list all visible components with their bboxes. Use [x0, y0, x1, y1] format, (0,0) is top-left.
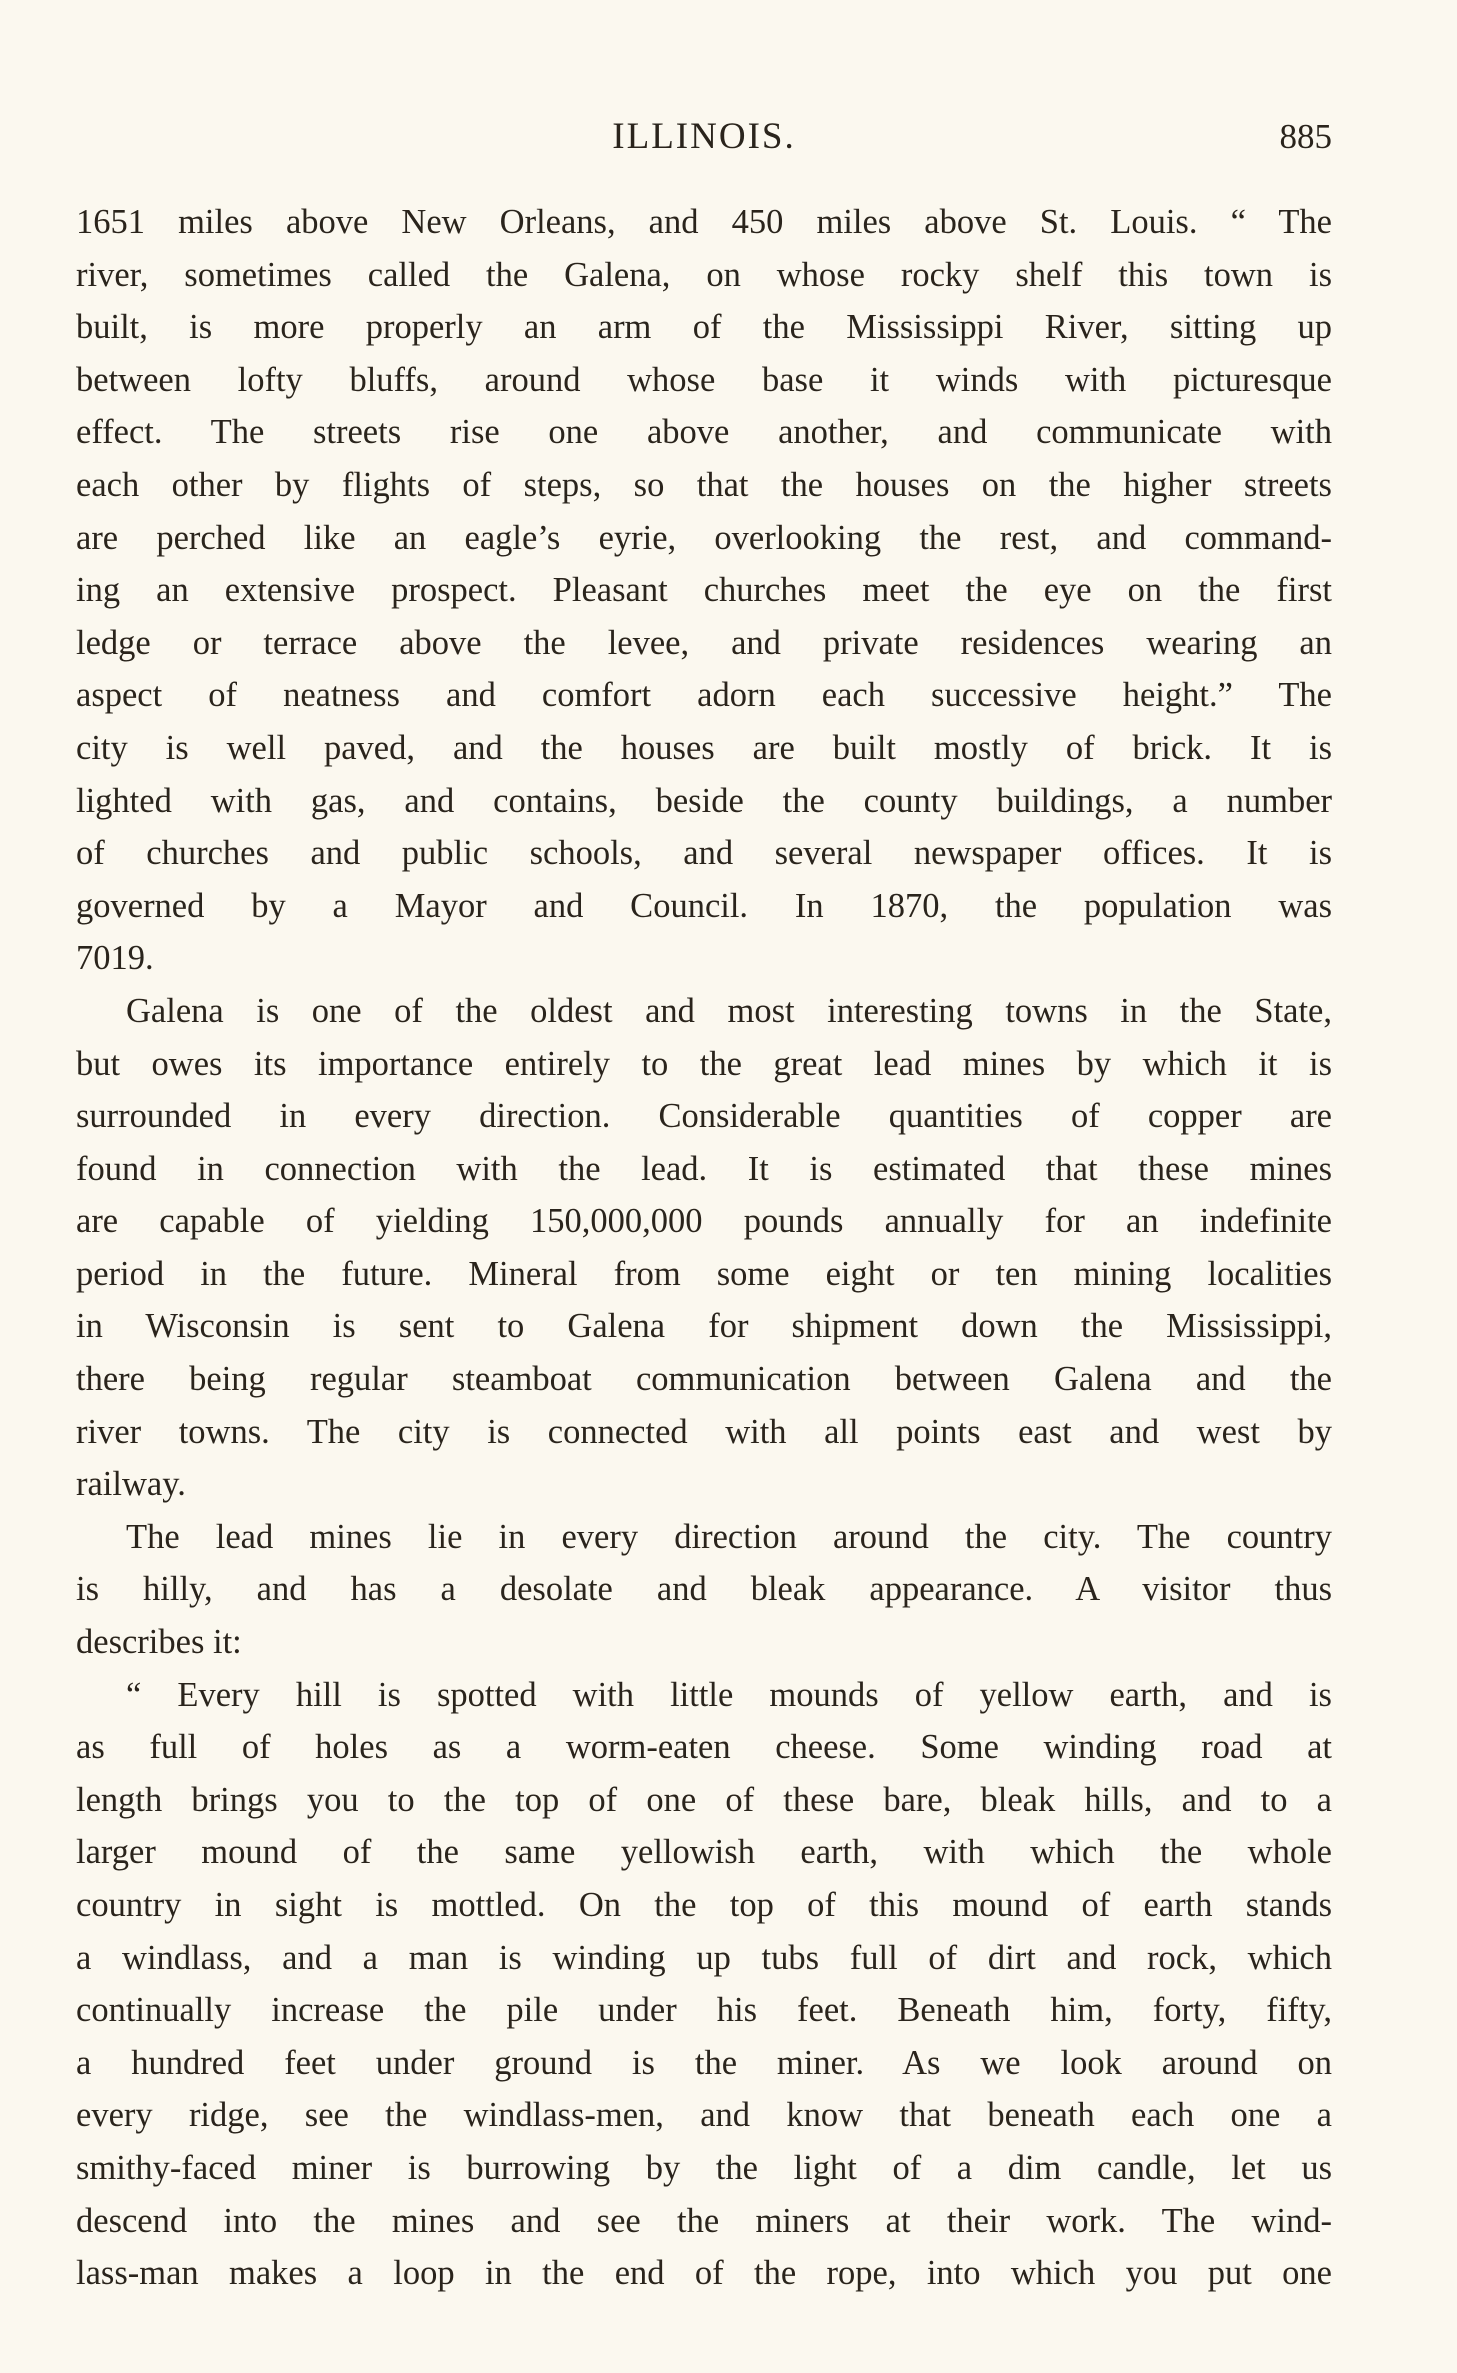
text-line: built, is more properly an arm of the Mississippi River, sitting up: [76, 308, 1332, 347]
text-line: between lofty bluffs, around whose base it winds with picturesque: [76, 360, 1332, 399]
text-line: are capable of yielding 150,000,000 pounds annually for an indefinite: [76, 1202, 1332, 1241]
text-line: period in the future. Mineral from some eight or ten mining localities: [76, 1254, 1332, 1293]
text-line: every ridge, see the windlass-men, and know that beneath each one a: [76, 2096, 1332, 2135]
text-line: continually increase the pile under his feet. Beneath him, forty, fifty,: [76, 1991, 1332, 2030]
text-line: descend into the mines and see the miners at their work. The wind-: [76, 2201, 1332, 2240]
text-line: there being regular steamboat communication between Galena and the: [76, 1360, 1332, 1399]
body-text: [76, 196, 1332, 2300]
text-line: as full of holes as a worm-eaten cheese. Some winding road at: [76, 1728, 1332, 1767]
text-line: country in sight is mottled. On the top of this mound of earth stands: [76, 1886, 1332, 1924]
text-line: lass-man makes a loop in the end of the rope, into which you put one: [76, 2254, 1332, 2293]
text-line: 1651 miles above New Orleans, and 450 miles above St. Louis. “ The: [76, 203, 1332, 241]
text-line: a hundred feet under ground is the miner. As we look around on: [76, 2043, 1332, 2082]
text-line: lighted with gas, and contains, beside the county buildings, a number: [76, 781, 1332, 820]
text-line: ing an extensive prospect. Pleasant churches meet the eye on the first: [76, 571, 1332, 610]
text-line: surrounded in every direction. Considerable quantities of copper are: [76, 1097, 1332, 1136]
text-line: are perched like an eagle’s eyrie, overlooking the rest, and command-: [76, 518, 1332, 557]
text-line: 7019.: [76, 939, 154, 978]
text-line: length brings you to the top of one of these bare, bleak hills, and to a: [76, 1780, 1332, 1819]
paragraph: [76, 1511, 1332, 1669]
text-line: ledge or terrace above the levee, and private residences wearing an: [76, 623, 1332, 662]
running-title: ILLINOIS.: [612, 116, 796, 157]
text-line: in Wisconsin is sent to Galena for shipment down the Mississippi,: [76, 1307, 1332, 1346]
text-line: railway.: [76, 1465, 186, 1504]
text-line: a windlass, and a man is winding up tubs full of dirt and rock, which: [76, 1938, 1332, 1977]
text-line: of churches and public schools, and several newspaper offices. It is: [76, 834, 1332, 873]
text-line: describes it:: [76, 1623, 242, 1662]
paragraph: [76, 1669, 1332, 2300]
text-line: The lead mines lie in every direction around the city. The country: [126, 1517, 1332, 1556]
text-line: is hilly, and has a desolate and bleak appearance. A visitor thus: [76, 1570, 1332, 1609]
text-line: aspect of neatness and comfort adorn each successive height.” The: [76, 676, 1332, 715]
text-line: governed by a Mayor and Council. In 1870, the population was: [76, 886, 1332, 925]
text-line: river, sometimes called the Galena, on whose rocky shelf this town is: [76, 255, 1332, 294]
page-number: 885: [1279, 117, 1332, 156]
text-line: Galena is one of the oldest and most interesting towns in the State,: [126, 991, 1332, 1030]
text-line: “ Every hill is spotted with little mounds of yellow earth, and is: [126, 1675, 1332, 1714]
text-line: larger mound of the same yellowish earth, with which the whole: [76, 1833, 1332, 1872]
text-line: city is well paved, and the houses are built mostly of brick. It is: [76, 728, 1332, 767]
text-line: found in connection with the lead. It is estimated that these mines: [76, 1149, 1332, 1188]
paragraph: [76, 985, 1332, 1511]
text-line: river towns. The city is connected with all points east and west by: [76, 1412, 1332, 1451]
text-line: each other by flights of steps, so that the houses on the higher streets: [76, 465, 1332, 504]
text-line: but owes its importance entirely to the great lead mines by which it is: [76, 1044, 1332, 1083]
text-line: smithy-faced miner is burrowing by the light of a dim candle, let us: [76, 2148, 1332, 2187]
paragraph: [76, 196, 1332, 985]
running-head: [76, 112, 1332, 162]
text-line: effect. The streets rise one above another, and communicate with: [76, 413, 1332, 452]
